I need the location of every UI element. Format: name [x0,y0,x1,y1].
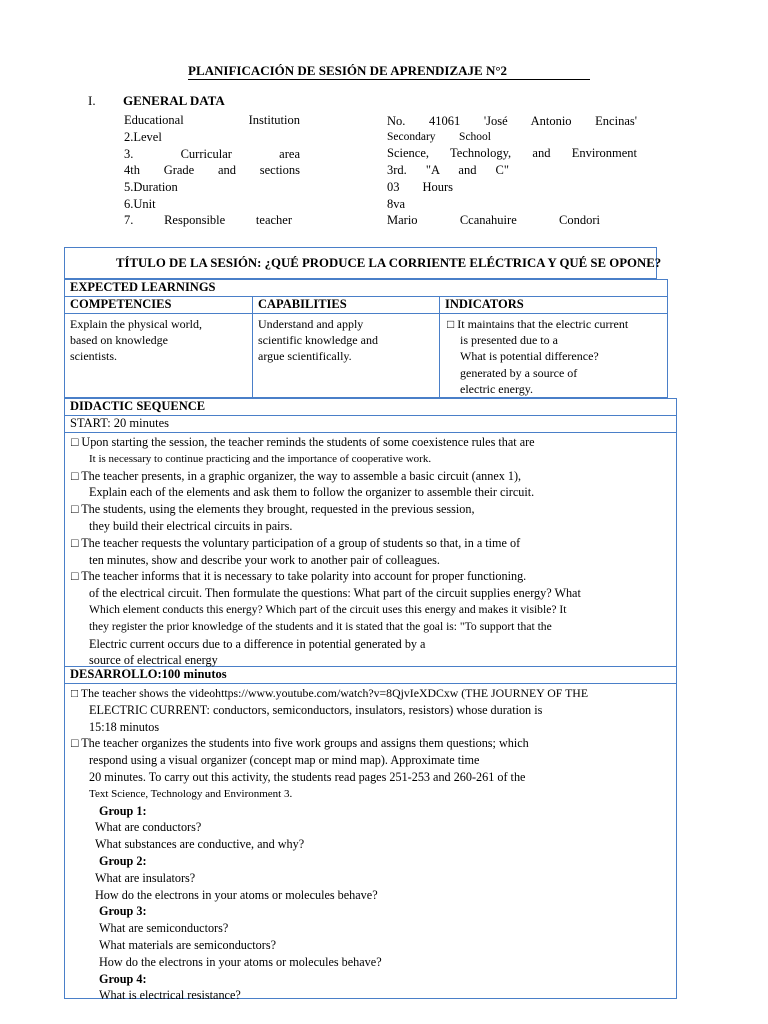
gd-value-unit: 8va [387,197,406,211]
start-line: Which element conducts this energy? Which part of the circuit uses this energy and makes it visible? It [89,602,567,616]
start-line: □ The students, using the elements they brought, requested in the previous session, [71,502,475,517]
section-title: GENERAL DATA [123,93,225,108]
development-heading: DESARROLLO:100 minutos [70,667,227,681]
section-number: I. [88,93,96,108]
didactic-divider-2 [64,432,677,433]
indicators-cell [447,316,628,397]
header-competencies: COMPETENCIES [70,297,172,311]
group-question: What materials are semiconductors? [99,937,276,952]
gd-label-level: 2.Level [124,130,162,144]
group-question: What substances are conductive, and why? [95,837,305,852]
start-line: It is necessary to continue practicing and the importance of cooperative work. [89,452,432,465]
session-title: TÍTULO DE LA SESIÓN: ¿QUÉ PRODUCE LA CORRIENTE ELÉCTRICA Y QUÉ SE OPONE? [116,256,662,270]
indicator-line: is presented due to a [460,333,558,348]
group-question: What are insulators? [95,870,196,885]
start-line: Explain each of the elements and ask them to follow the organizer to assemble their circuit. [89,485,535,500]
gd-value-duration: 03 Hours [387,180,453,194]
gd-label-area: 3. Curricular area [124,147,300,161]
capabilities-cell [258,316,378,365]
start-section [71,434,581,669]
group-question: What is electrical resistance? [99,988,241,1003]
gd-value-institution: No. 41061 'José Antonio Encinas' [387,114,637,128]
learnings-col-divider-1 [252,296,253,398]
header-capabilities: CAPABILITIES [258,297,347,311]
dev-line: □ The teacher organizes the students into five work groups and assigns them questions; which [71,736,529,751]
gd-label-grade: 4th Grade and sections [124,163,300,177]
gd-label-institution: Educational Institution [124,113,300,127]
dev-line: Text Science, Technology and Environment 3. [89,787,293,800]
gd-value-teacher: Mario Ccanahuire Condori [387,213,600,227]
group-1-heading: Group 1: [99,803,147,818]
learnings-col-divider-2 [439,296,440,398]
group-4-heading: Group 4: [99,971,147,986]
learnings-divider-2 [64,313,668,314]
group-question: What are conductors? [95,820,202,835]
start-line: Electric current occurs due to a difference in potential generated by a [89,636,426,651]
indicator-line: generated by a source of [460,365,578,380]
dev-line: respond using a visual organizer (concept map or mind map). Approximate time [89,753,480,768]
group-question: How do the electrons in your atoms or molecules behave? [99,954,382,969]
start-line: ten minutes, show and describe your work to another pair of colleagues. [89,552,440,567]
group-2-heading: Group 2: [99,853,147,868]
dev-line: □ The teacher shows the videohttps://www.youtube.com/watch?v=8QjvIeXDCxw (THE JOURNEY OF THE [71,686,589,700]
indicator-line: electric energy. [460,381,533,396]
capability-line: Understand and apply [258,317,364,331]
header-indicators: INDICATORS [445,297,524,311]
capability-line: argue scientifically. [258,349,352,364]
didactic-sequence-heading: DIDACTIC SEQUENCE [70,399,206,413]
gd-value-grade: 3rd. "A and C" [387,163,509,177]
gd-label-unit: 6.Unit [124,197,156,211]
competency-line: scientists. [70,349,117,364]
start-line: □ The teacher informs that it is necessary to take polarity into account for proper functioning. [71,569,527,584]
group-3-heading: Group 3: [99,904,147,919]
start-line: □ Upon starting the session, the teacher reminds the students of some coexistence rules that are [71,435,535,449]
start-line: source of electrical energy [89,653,218,668]
capability-line: scientific knowledge and [258,333,378,348]
expected-learnings-heading: EXPECTED LEARNINGS [70,280,216,294]
start-line: they build their electrical circuits in pairs. [89,518,293,533]
start-line: □ The teacher requests the voluntary participation of a group of students so that, in a time of [71,535,521,550]
development-section [71,685,588,1004]
title-underline [188,79,590,80]
start-line: of the electrical circuit. Then formulate the questions: What part of the circuit supplies energy? What [89,586,581,601]
gd-label-duration: 5.Duration [124,180,178,194]
start-line: □ The teacher presents, in a graphic organizer, the way to assemble a basic circuit (annex 1), [71,468,522,483]
gd-label-teacher: 7. Responsible teacher [124,213,292,227]
competencies-cell [70,316,202,365]
gd-value-area: Science, Technology, and Environment [387,146,637,160]
start-line: they register the prior knowledge of the students and it is stated that the goal is: "To support that the [89,619,552,633]
dev-line: ELECTRIC CURRENT: conductors, semiconductors, insulators, resistors) whose duration is [89,702,543,717]
competency-line: Explain the physical world, [70,317,202,331]
competency-line: based on knowledge [70,333,168,348]
start-heading: START: 20 minutes [70,416,170,430]
indicator-line: □ It maintains that the electric current [447,317,629,331]
didactic-divider-4 [64,683,677,684]
indicator-line: What is potential difference? [460,349,599,364]
gd-value-level: Secondary School [387,131,491,143]
group-question: What are semiconductors? [99,921,229,936]
dev-line: 15:18 minutos [89,719,160,734]
document-title: PLANIFICACIÓN DE SESIÓN DE APRENDIZAJE N°2 [188,63,508,78]
dev-line: 20 minutes. To carry out this activity, the students read pages 251-253 and 260-261 of the [89,769,526,784]
group-question: How do the electrons in your atoms or molecules behave? [95,887,378,902]
